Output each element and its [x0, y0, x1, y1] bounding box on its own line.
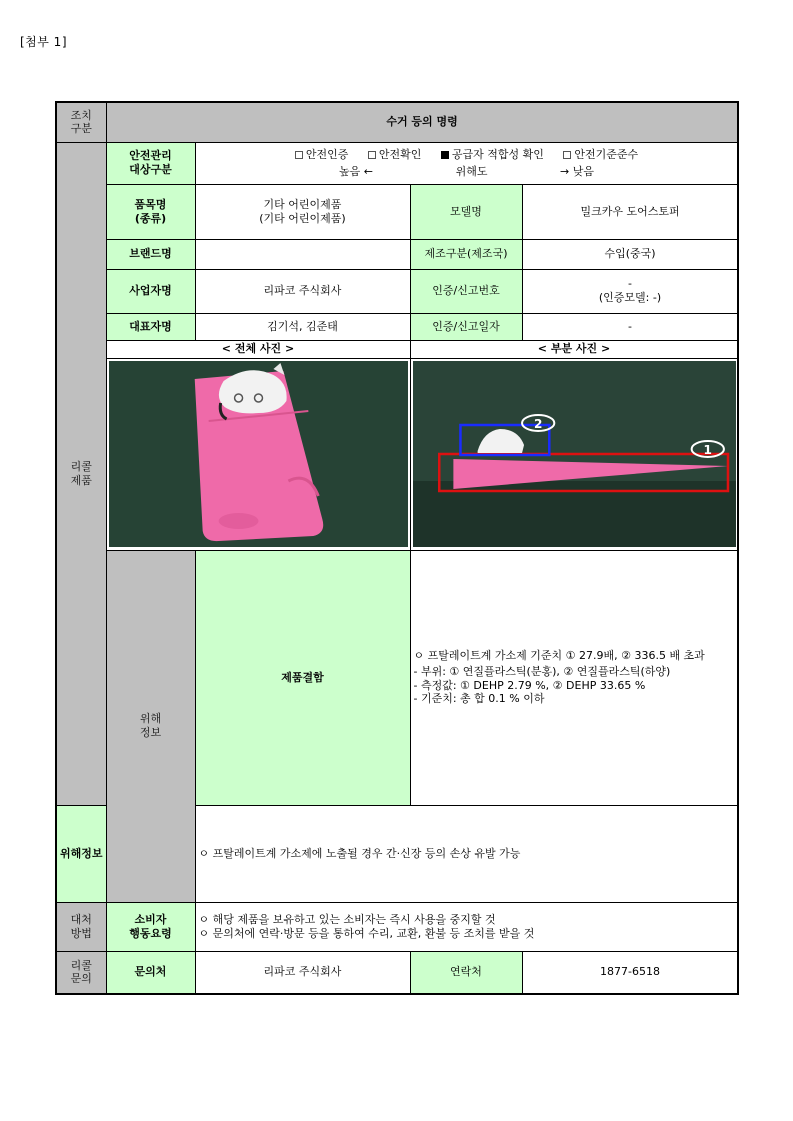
label-consumer-action: 소비자 행동요령: [106, 902, 195, 951]
item-name-value: 기타 어린이제품 (기타 어린이제품): [195, 184, 410, 239]
manufacture-value: 수입(중국): [522, 239, 738, 269]
photo-part: [410, 358, 738, 550]
action-line: ㅇ 해당 제품을 보유하고 있는 소비자는 즉시 사용을 중지할 것: [198, 912, 496, 926]
inquiry-value: 리파코 주식회사: [195, 951, 410, 994]
label-defect: 제품결함: [195, 550, 410, 805]
ceo-value: 김기석, 김준태: [195, 313, 410, 340]
label-cert-no: 인증/신고번호: [410, 269, 522, 313]
option-safety-standard: 안전기준준수: [563, 148, 638, 161]
defect-line: - 부위: ① 연질플라스틱(분홍), ② 연질플라스틱(하양): [413, 664, 671, 678]
consumer-action-details: [195, 902, 738, 951]
cert-no-value: - (인증모델: -): [522, 269, 738, 313]
risk-scale: 높음 ← 위해도 → 낮음: [339, 164, 594, 178]
checked-checkbox-icon: [441, 151, 449, 159]
label-company: 사업자명: [106, 269, 195, 313]
label-ceo: 대표자명: [106, 313, 195, 340]
hazard-info-text: ㅇ 프탈레이트계 가소제에 노출될 경우 간·신장 등의 손상 유발 가능: [195, 805, 738, 902]
option-safety-confirm: 안전확인: [368, 148, 422, 161]
defect-line: - 기준치: 총 합 0.1 % 이하: [413, 692, 545, 706]
svg-text:2: 2: [533, 417, 542, 431]
defect-line: ㅇ 프탈레이트계 가소제 기준치 ① 27.9배, ② 336.5 배 초과: [413, 649, 705, 662]
section-recall-product: 리콜 제품: [56, 142, 106, 805]
section-action: 대처 방법: [56, 902, 106, 951]
section-action-type: 조치 구분: [56, 102, 106, 142]
section-inquiry: 리콜 문의: [56, 951, 106, 994]
product-full-photo: [109, 361, 408, 547]
page-title: 수거 등의 명령: [106, 102, 738, 142]
photo-full: [106, 358, 410, 550]
cert-date-value: -: [522, 313, 738, 340]
section-hazard-info: 위해 정보: [106, 550, 195, 902]
label-contact: 연락처: [410, 951, 522, 994]
company-value: 리파코 주식회사: [195, 269, 410, 313]
option-safety-cert: 안전인증: [295, 148, 349, 161]
checkbox-icon: [563, 151, 571, 159]
checkbox-icon: [368, 151, 376, 159]
action-line: ㅇ 문의처에 연락·방문 등을 통하여 수리, 교환, 환불 등 조치를 받을 것: [198, 926, 535, 940]
label-safety-category: 안전관리 대상구분: [106, 142, 195, 184]
label-photo-part: < 부분 사진 >: [410, 340, 738, 358]
label-item-name: 품목명 (종류): [106, 184, 195, 239]
label-brand: 브랜드명: [106, 239, 195, 269]
label-model: 모델명: [410, 184, 522, 239]
checkbox-icon: [295, 151, 303, 159]
label-photo-full: < 전체 사진 >: [106, 340, 410, 358]
model-value: 밀크카우 도어스토퍼: [522, 184, 738, 239]
attachment-label: [첨부 1]: [20, 35, 67, 49]
label-cert-date: 인증/신고일자: [410, 313, 522, 340]
safety-category-options: [195, 142, 738, 184]
contact-value: 1877-6518: [522, 951, 738, 994]
defect-details: [410, 550, 738, 805]
brand-value: [195, 239, 410, 269]
option-supplier-conformity: 공급자 적합성 확인: [441, 148, 544, 161]
label-hazard-info: 위해정보: [56, 805, 106, 902]
product-part-photo: [413, 361, 736, 547]
label-inquiry: 문의처: [106, 951, 195, 994]
recall-notice-table: [55, 101, 739, 995]
defect-line: - 측정값: ① DEHP 2.79 %, ② DEHP 33.65 %: [413, 678, 646, 692]
svg-text:1: 1: [703, 443, 712, 457]
label-manufacture: 제조구분(제조국): [410, 239, 522, 269]
